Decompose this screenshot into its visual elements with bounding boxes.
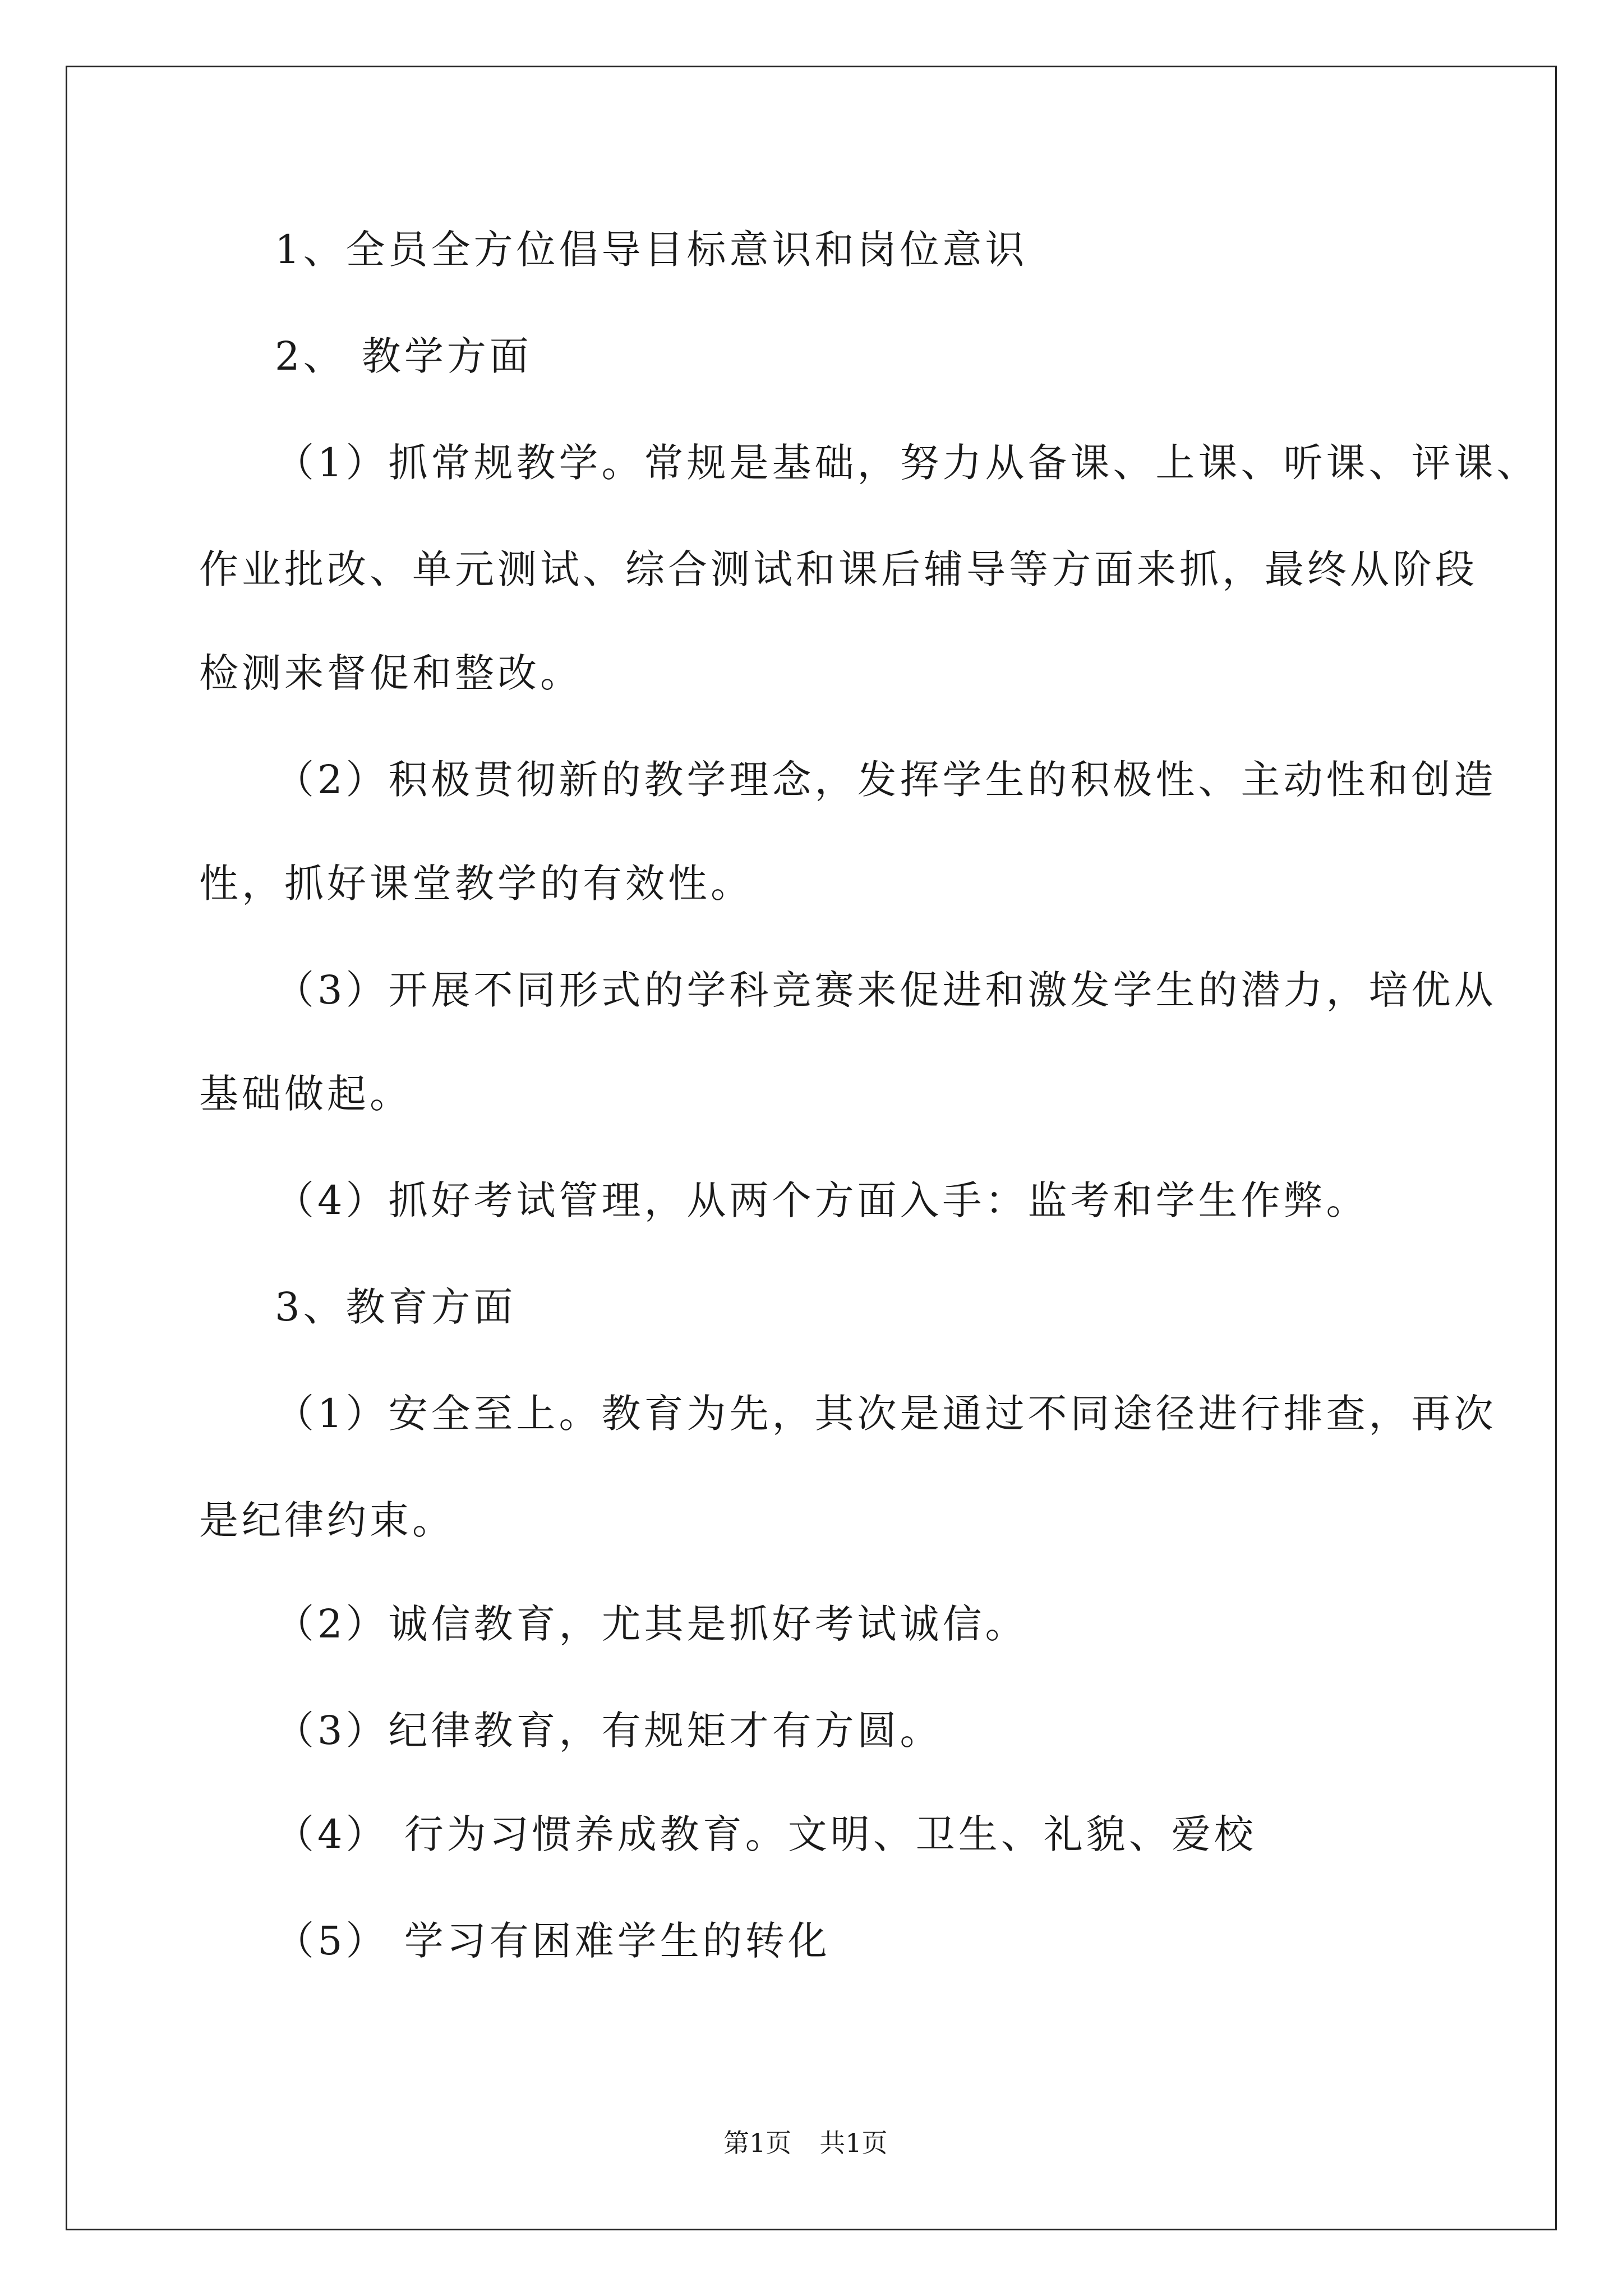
paragraph-line: 基础做起。 [199, 1071, 412, 1117]
page-border [66, 66, 1557, 2230]
paragraph-line: （4） 行为习惯养成教育。文明、卫生、礼貌、爱校 [275, 1811, 1257, 1857]
paragraph-line: 3、教育方面 [275, 1284, 517, 1330]
page-total: 共1页 [819, 2128, 888, 2158]
page-footer [723, 2126, 888, 2160]
paragraph-line: （5） 学习有困难学生的转化 [275, 1918, 831, 1964]
paragraph-line: （3）开展不同形式的学科竞赛来促进和激发学生的潜力，培优从 [275, 967, 1497, 1013]
paragraph-line: （1）安全至上。教育为先，其次是通过不同途径进行排查，再次 [275, 1391, 1497, 1437]
paragraph-line: 是纪律约束。 [199, 1497, 455, 1543]
paragraph-line: 检测来督促和整改。 [199, 650, 583, 696]
paragraph-line: （4）抓好考试管理，从两个方面入手：监考和学生作弊。 [275, 1177, 1369, 1223]
paragraph-line: （2）诚信教育，尤其是抓好考试诚信。 [275, 1601, 1028, 1647]
paragraph-line: （2）积极贯彻新的教学理念，发挥学生的积极性、主动性和创造 [275, 757, 1497, 803]
paragraph-line: 2、 教学方面 [275, 333, 532, 379]
paragraph-line: 性，抓好课堂教学的有效性。 [199, 861, 753, 907]
paragraph-line: （3）纪律教育，有规矩才有方圆。 [275, 1708, 943, 1754]
paragraph-line: 作业批改、单元测试、综合测试和课后辅导等方面来抓，最终从阶段 [199, 546, 1478, 592]
page-number: 第1页 [723, 2128, 792, 2158]
paragraph-line: （1）抓常规教学。常规是基础，努力从备课、上课、听课、评课、 [275, 440, 1539, 486]
paragraph-line: 1、全员全方位倡导目标意识和岗位意识 [275, 227, 1028, 273]
